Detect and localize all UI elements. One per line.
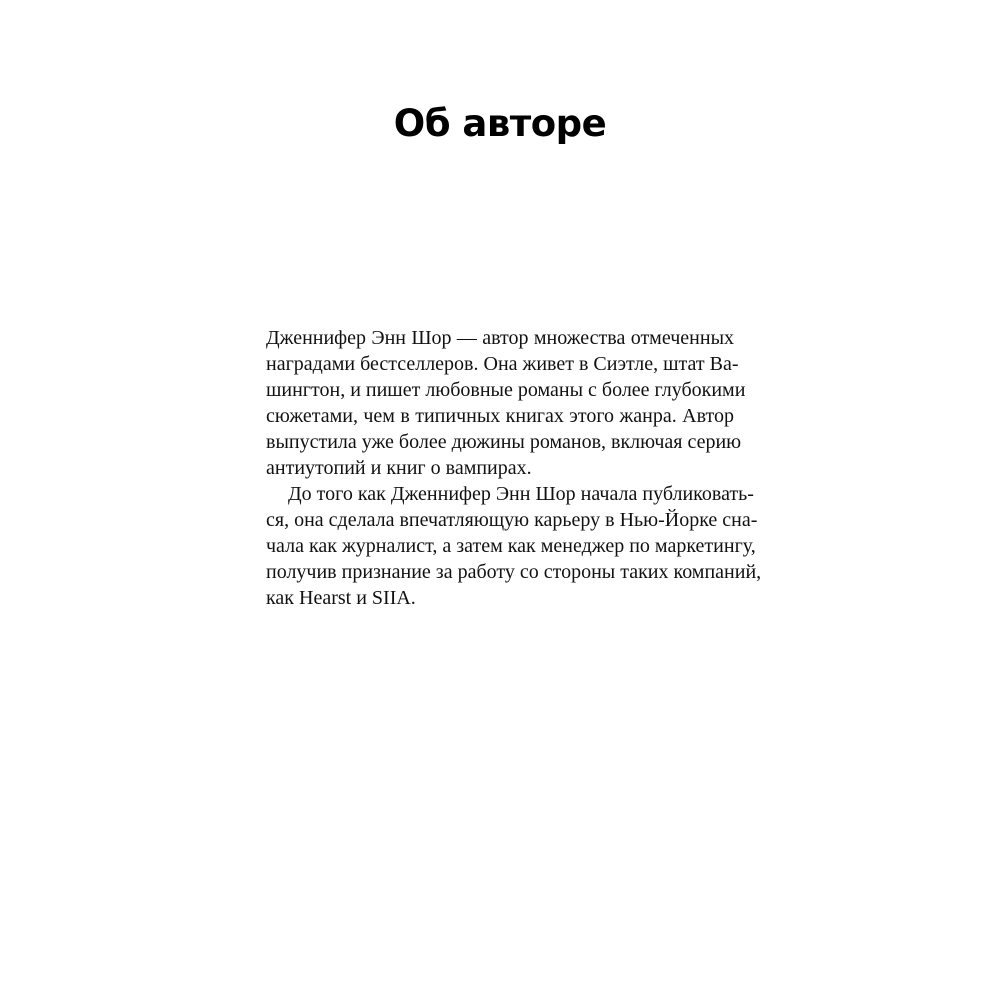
text-line: как Hearst и SIIA.: [266, 587, 416, 609]
text-line: наградами бестселлеров. Она живет в Сиэтле, штат Ва-: [266, 353, 739, 375]
page-title: Об авторе: [393, 102, 607, 145]
text-line: выпустила уже более дюжины романов, включая серию: [266, 431, 742, 453]
text-line: чала как журналист, а затем как менеджер по маркетингу,: [266, 535, 756, 557]
text-line: До того как Дженнифер Энн Шор начала публиковать-: [288, 483, 754, 505]
text-line: Дженнифер Энн Шор — автор множества отмеченных: [266, 327, 734, 349]
paragraph-1: [266, 325, 746, 481]
text-line: шингтон, и пишет любовные романы с более глубокими: [266, 379, 746, 401]
text-line: ся, она сделала впечатляющую карьеру в Нью-Йорке сна-: [266, 509, 758, 531]
paragraph-2: [266, 481, 762, 611]
text-line: антиутопий и книг о вампирах.: [266, 457, 532, 479]
text-line: получив признание за работу со стороны таких компаний,: [266, 561, 762, 583]
text-line: сюжетами, чем в типичных книгах этого жанра. Автор: [266, 405, 734, 427]
about-author-text: [266, 325, 762, 611]
